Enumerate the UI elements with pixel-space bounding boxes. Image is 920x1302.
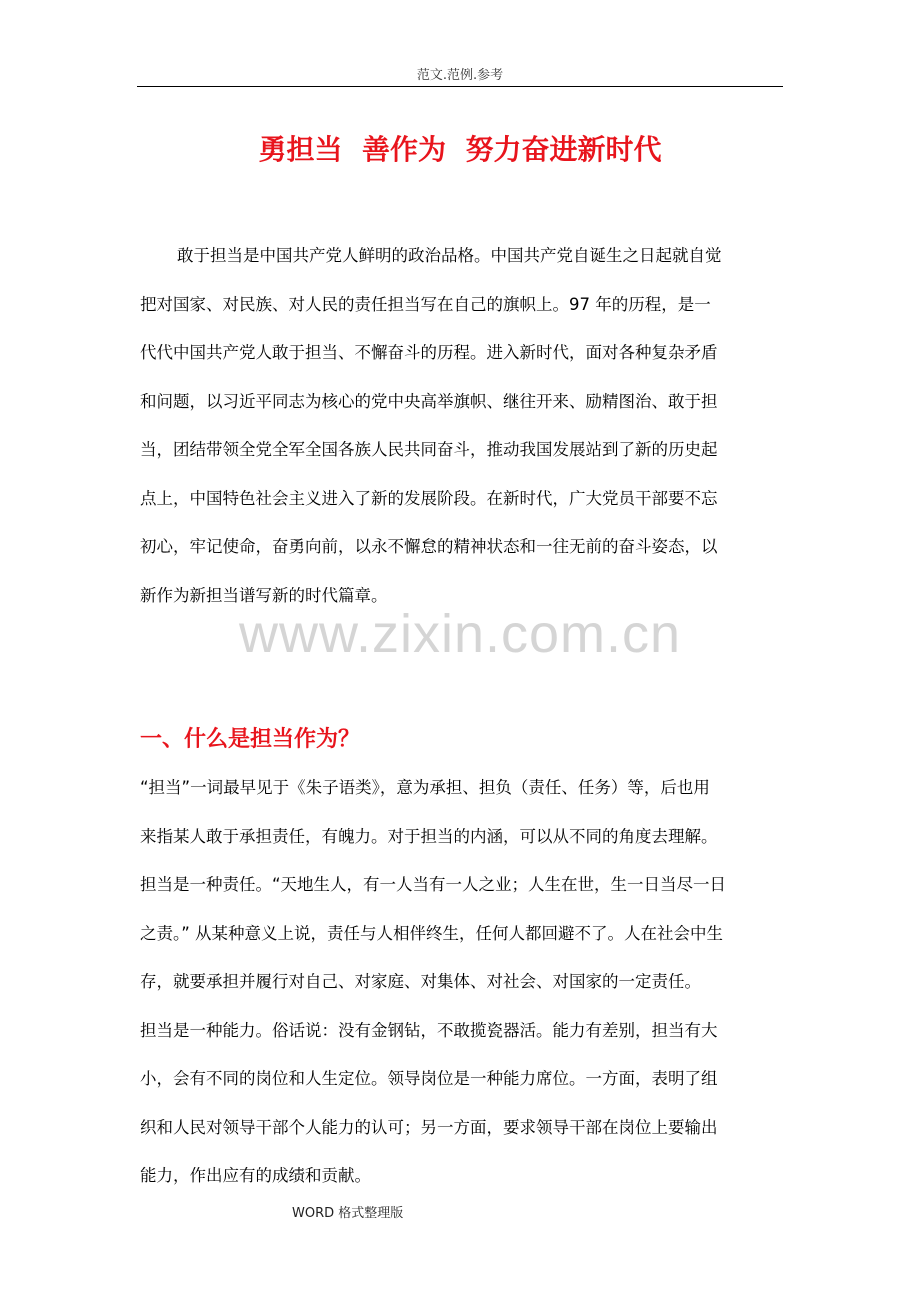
paragraph-line: 把对国家、对民族、对人民的责任担当写在自己的旗帜上。97 年的历程，是一: [140, 294, 711, 314]
paragraph-line: 和问题，以习近平同志为核心的党中央高举旗帜、继往开来、励精图治、敢于担: [140, 391, 718, 411]
paragraph-line: 新作为新担当谱写新的时代篇章。: [140, 585, 388, 605]
section-heading: 一、什么是担当作为？: [140, 727, 361, 752]
document-title: 勇担当 善作为 努力奋进新时代: [258, 133, 662, 166]
paragraph-line: 小，会有不同的岗位和人生定位。领导岗位是一种能力席位。一方面，表明了组: [140, 1069, 718, 1088]
watermark: www.zixin.com.cn: [238, 604, 682, 664]
paragraph-line: 存，就要承担并履行对自己、对家庭、对集体、对社会、对国家的一定责任。: [140, 972, 701, 991]
paragraph-line: 来指某人敢于承担责任，有魄力。对于担当的内涵，可以从不同的角度去理解。: [140, 826, 718, 846]
paragraph-line: 代代中国共产党人敢于担当、不懈奋斗的历程。进入新时代，面对各种复杂矛盾: [140, 343, 718, 362]
paragraph-line: 织和人民对领导干部个人能力的认可；另一方面，要求领导干部在岗位上要输出: [140, 1117, 718, 1137]
paragraph-line: 之责。” 从某种意义上说，责任与人相伴终生，任何人都回避不了。人在社会中生: [140, 923, 724, 943]
paragraph-line: 点上，中国特色社会主义进入了新的发展阶段。在新时代，广大党员干部要不忘: [140, 488, 718, 508]
page-header-text: 范文.范例.参考: [416, 68, 504, 83]
intro-paragraph: [140, 232, 786, 620]
paragraph-line: 担当是一种责任。“天地生人，有一人当有一人之业；人生在世，生一日当尽一日: [140, 875, 727, 894]
header-divider: [137, 86, 783, 87]
paragraph-line: 敢于担当是中国共产党人鲜明的政治品格。中国共产党自诞生之日起就自觉: [177, 246, 722, 265]
paragraph-line: “担当”一词最早见于《朱子语类》，意为承担、担负（责任、任务）等，后也用: [140, 778, 710, 797]
section-body: [140, 764, 786, 1201]
paragraph-line: 能力，作出应有的成绩和贡献。: [140, 1166, 371, 1185]
paragraph-line: 当，团结带领全党全军全国各族人民共同奋斗，推动我国发展站到了新的历史起: [140, 440, 718, 459]
paragraph-line: 担当是一种能力。俗话说：没有金钢钻，不敢揽瓷器活。能力有差别，担当有大: [140, 1020, 718, 1040]
paragraph-line: 初心，牢记使命，奋勇向前，以永不懈怠的精神状态和一往无前的奋斗姿态，以: [140, 537, 718, 556]
page-footer-text: WORD 格式整理版: [292, 1206, 404, 1221]
